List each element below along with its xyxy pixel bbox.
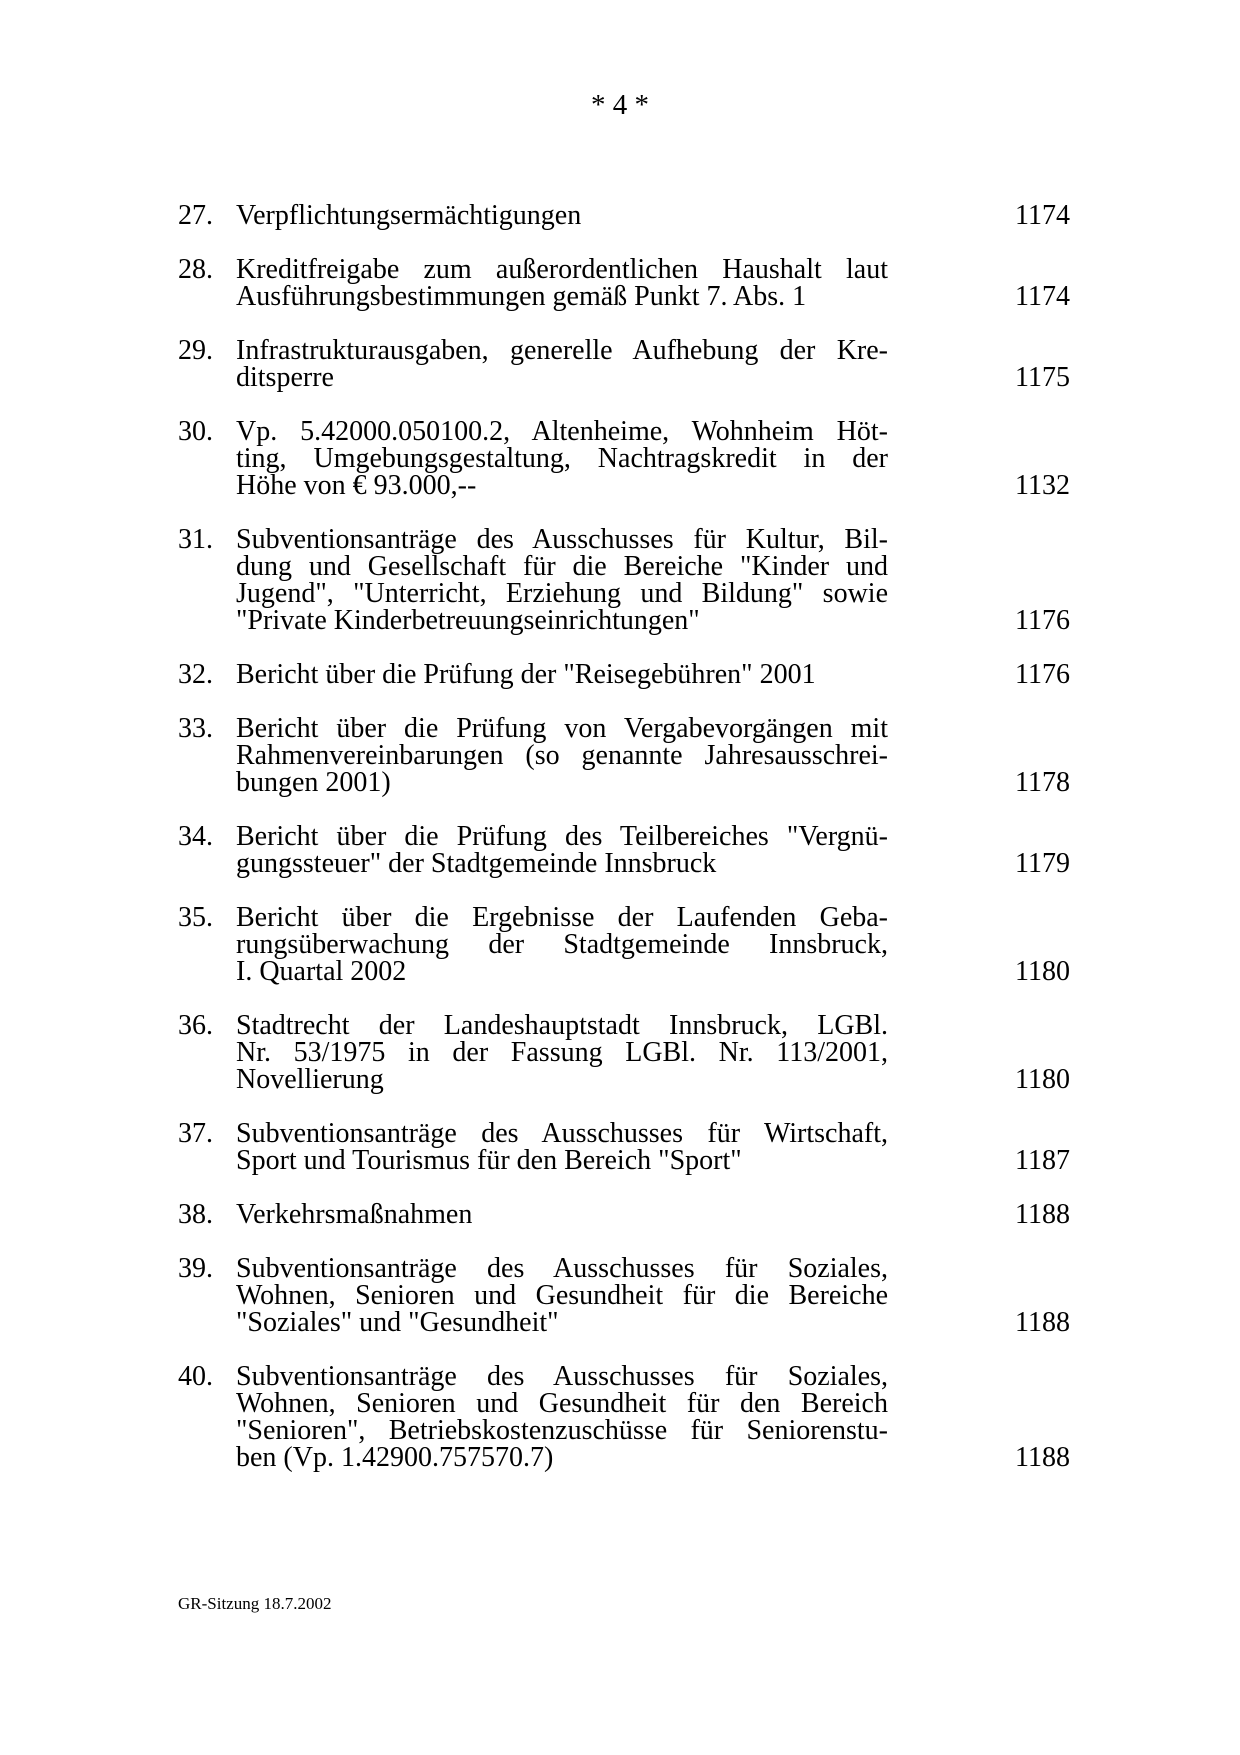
toc-entry-title-line: Stadtrecht der Landeshauptstadt Innsbruck, LGBl. bbox=[236, 1010, 888, 1041]
toc-entry-title-line: ditsperre bbox=[236, 362, 334, 393]
toc-entry-number: 39. bbox=[178, 1253, 213, 1284]
toc-entry-title-line: Verpflichtungsermächtigungen bbox=[236, 200, 582, 231]
toc-entry-page-number: 1174 bbox=[1015, 200, 1070, 231]
toc-entry-title-line: Jugend", "Unterricht, Erziehung und Bildung" sowie bbox=[236, 578, 888, 609]
toc-entry-title-line: Wohnen, Senioren und Gesundheit für den Bereich bbox=[236, 1388, 888, 1419]
toc-entry-title-line: rungsüberwachung der Stadtgemeinde Innsbruck, bbox=[236, 929, 888, 960]
toc-entry-title-line: "Soziales" und "Gesundheit" bbox=[236, 1307, 559, 1338]
toc-entry-title-line: gungssteuer" der Stadtgemeinde Innsbruck bbox=[236, 848, 717, 879]
toc-entry-page-number: 1174 bbox=[1015, 281, 1070, 312]
toc-entry-title-line: "Private Kinderbetreuungseinrichtungen" bbox=[236, 605, 700, 636]
toc-entry-page-number: 1176 bbox=[1015, 605, 1070, 636]
toc-entry-title-line: Rahmenvereinbarungen (so genannte Jahresausschrei- bbox=[236, 740, 888, 771]
toc-entry-title bbox=[236, 715, 888, 796]
table-of-contents bbox=[178, 202, 1070, 1498]
toc-entry-page-number: 1188 bbox=[1015, 1199, 1070, 1230]
toc-entry-title bbox=[236, 823, 888, 877]
toc-entry-title-line: Bericht über die Prüfung des Teilbereiches "Vergnü- bbox=[236, 821, 888, 852]
toc-entry-title-line: Sport und Tourismus für den Bereich "Sport" bbox=[236, 1145, 742, 1176]
toc-entry-title-line: Höhe von € 93.000,-- bbox=[236, 470, 477, 501]
toc-entry-title-line: I. Quartal 2002 bbox=[236, 956, 407, 987]
toc-entry-title-line: Bericht über die Prüfung der "Reisegebühren" 2001 bbox=[236, 659, 816, 690]
toc-entry bbox=[178, 202, 1070, 229]
toc-entry-number: 30. bbox=[178, 416, 213, 447]
toc-entry-page-number: 1132 bbox=[1015, 470, 1070, 501]
toc-entry bbox=[178, 526, 1070, 634]
toc-entry-number: 28. bbox=[178, 254, 213, 285]
toc-entry-number: 35. bbox=[178, 902, 213, 933]
toc-entry bbox=[178, 1363, 1070, 1471]
toc-entry-number: 37. bbox=[178, 1118, 213, 1149]
toc-entry-title-line: "Senioren", Betriebskostenzuschüsse für Seniorenstu- bbox=[236, 1415, 888, 1446]
toc-entry-page-number: 1188 bbox=[1015, 1442, 1070, 1473]
toc-entry-page-number: 1180 bbox=[1015, 956, 1070, 987]
toc-entry-title-line: Kreditfreigabe zum außerordentlichen Haushalt laut bbox=[236, 254, 888, 285]
toc-entry bbox=[178, 1201, 1070, 1228]
toc-entry-title-line: Novellierung bbox=[236, 1064, 384, 1095]
toc-entry-page-number: 1176 bbox=[1015, 659, 1070, 690]
toc-entry bbox=[178, 661, 1070, 688]
toc-entry-title bbox=[236, 526, 888, 634]
toc-entry-title-line: Subventionsanträge des Ausschusses für Soziales, bbox=[236, 1361, 888, 1392]
toc-entry-title-line: Ausführungsbestimmungen gemäß Punkt 7. Abs. 1 bbox=[236, 281, 807, 312]
toc-entry-title-line: dung und Gesellschaft für die Bereiche "Kinder und bbox=[236, 551, 888, 582]
toc-entry-title bbox=[236, 1255, 888, 1336]
toc-entry-title-line: Wohnen, Senioren und Gesundheit für die Bereiche bbox=[236, 1280, 888, 1311]
toc-entry-title-line: Bericht über die Prüfung von Vergabevorgängen mit bbox=[236, 713, 888, 744]
toc-entry-title-line: Subventionsanträge des Ausschusses für Soziales, bbox=[236, 1253, 888, 1284]
page-marker: * 4 * bbox=[591, 89, 649, 121]
toc-entry-number: 32. bbox=[178, 659, 213, 690]
toc-entry-page-number: 1175 bbox=[1015, 362, 1070, 393]
toc-entry bbox=[178, 337, 1070, 391]
page-footer: GR-Sitzung 18.7.2002 bbox=[178, 1594, 332, 1613]
toc-entry bbox=[178, 823, 1070, 877]
toc-entry-title-line: Nr. 53/1975 in der Fassung LGBl. Nr. 113/2001, bbox=[236, 1037, 888, 1068]
toc-entry-number: 40. bbox=[178, 1361, 213, 1392]
toc-entry-title-line: bungen 2001) bbox=[236, 767, 391, 798]
toc-entry-title bbox=[236, 904, 888, 985]
toc-entry-page-number: 1178 bbox=[1015, 767, 1070, 798]
toc-entry-title bbox=[236, 256, 888, 310]
toc-entry-page-number: 1179 bbox=[1015, 848, 1070, 879]
toc-entry-title-line: ben (Vp. 1.42900.757570.7) bbox=[236, 1442, 554, 1473]
toc-entry-number: 38. bbox=[178, 1199, 213, 1230]
toc-entry-number: 29. bbox=[178, 335, 213, 366]
toc-entry bbox=[178, 715, 1070, 796]
toc-entry-title bbox=[236, 202, 888, 229]
toc-entry-title-line: ting, Umgebungsgestaltung, Nachtragskredit in der bbox=[236, 443, 888, 474]
toc-entry bbox=[178, 904, 1070, 985]
toc-entry-number: 31. bbox=[178, 524, 213, 555]
toc-entry bbox=[178, 1120, 1070, 1174]
toc-entry-title bbox=[236, 661, 888, 688]
toc-entry bbox=[178, 1012, 1070, 1093]
toc-entry-title-line: Subventionsanträge des Ausschusses für Kultur, Bil- bbox=[236, 524, 888, 555]
toc-entry-title bbox=[236, 1012, 888, 1093]
toc-entry-title-line: Subventionsanträge des Ausschusses für Wirtschaft, bbox=[236, 1118, 888, 1149]
toc-entry-page-number: 1188 bbox=[1015, 1307, 1070, 1338]
toc-entry-title-line: Infrastrukturausgaben, generelle Aufhebung der Kre- bbox=[236, 335, 888, 366]
toc-entry bbox=[178, 256, 1070, 310]
toc-entry bbox=[178, 418, 1070, 499]
toc-entry-page-number: 1180 bbox=[1015, 1064, 1070, 1095]
toc-entry-title bbox=[236, 337, 888, 391]
toc-entry-number: 36. bbox=[178, 1010, 213, 1041]
toc-entry-title-line: Verkehrsmaßnahmen bbox=[236, 1199, 473, 1230]
toc-entry-page-number: 1187 bbox=[1015, 1145, 1070, 1176]
toc-entry-number: 27. bbox=[178, 200, 213, 231]
toc-entry-number: 33. bbox=[178, 713, 213, 744]
toc-entry-title-line: Vp. 5.42000.050100.2, Altenheime, Wohnheim Höt- bbox=[236, 416, 888, 447]
toc-entry-title bbox=[236, 418, 888, 499]
toc-entry-title bbox=[236, 1363, 888, 1471]
toc-entry-title bbox=[236, 1120, 888, 1174]
toc-entry bbox=[178, 1255, 1070, 1336]
toc-entry-title-line: Bericht über die Ergebnisse der Laufenden Geba- bbox=[236, 902, 888, 933]
toc-entry-number: 34. bbox=[178, 821, 213, 852]
toc-entry-title bbox=[236, 1201, 888, 1228]
